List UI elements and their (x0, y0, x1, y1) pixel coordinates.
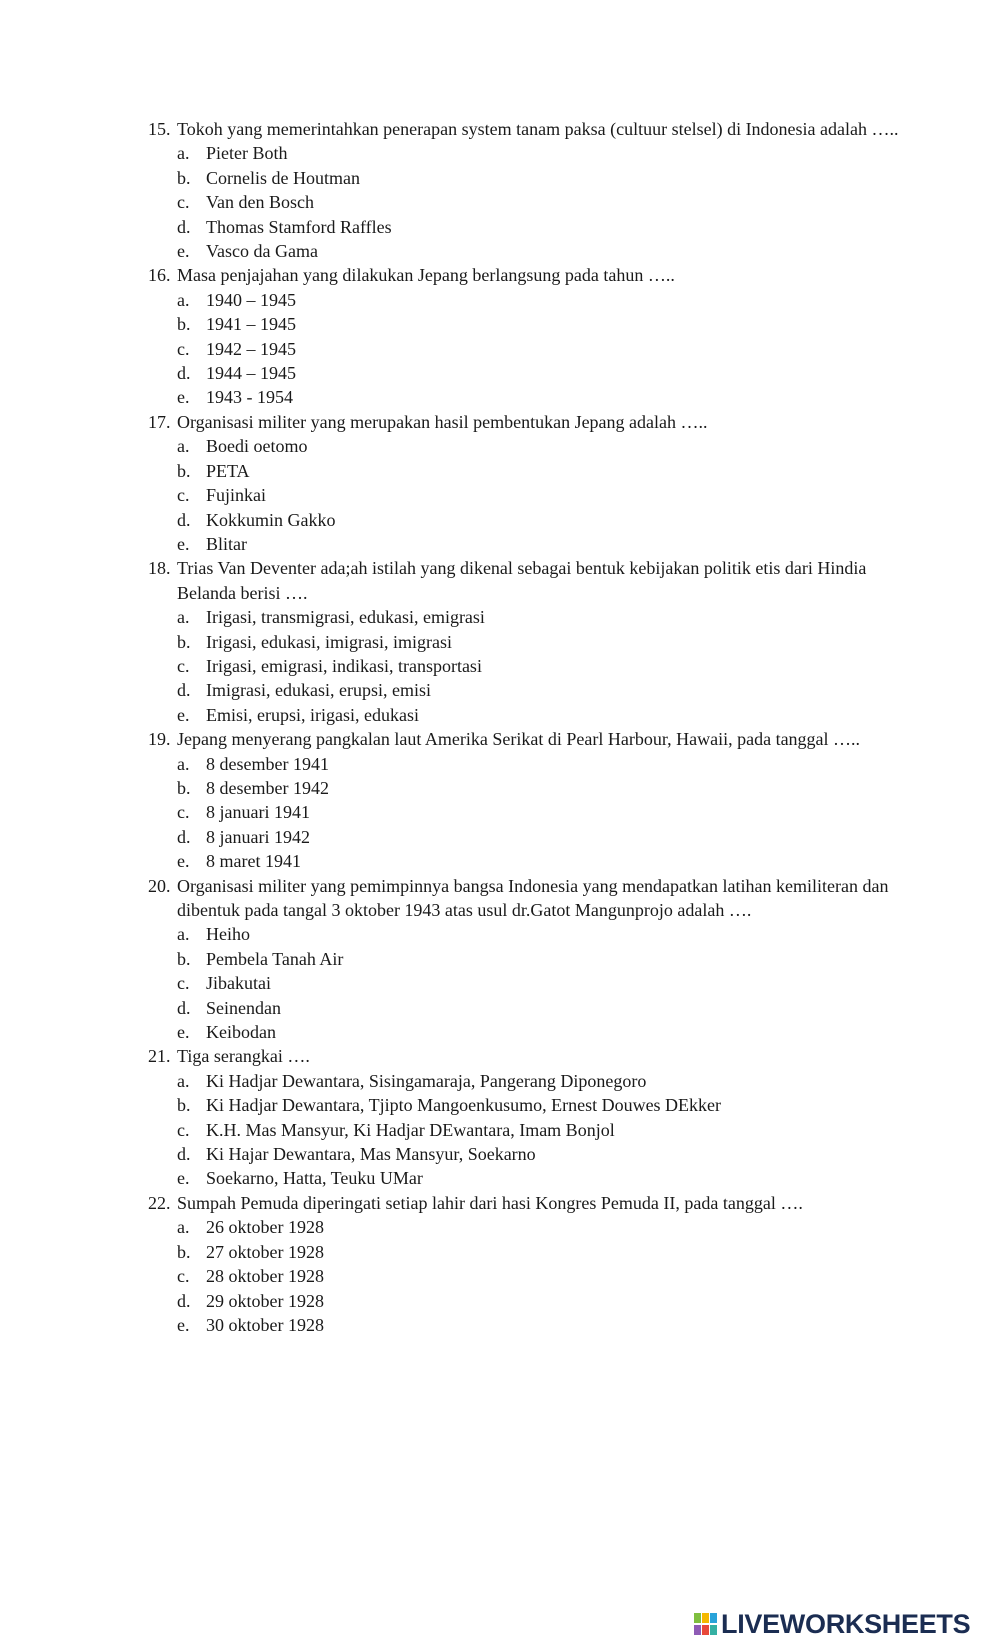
answer-option (177, 434, 908, 458)
option-letter: d. (177, 1144, 191, 1165)
option-text: Blitar (206, 533, 247, 554)
option-text: 8 maret 1941 (206, 851, 301, 872)
answer-option (177, 532, 908, 556)
answer-options (177, 141, 908, 263)
option-text: Vasco da Gama (206, 241, 318, 262)
question-text: Tokoh yang memerintahkan penerapan system tanam paksa (cultuur stelsel) di Indonesia adalah ….. (177, 119, 899, 139)
answer-option (177, 1093, 908, 1117)
option-text: Ki Hadjar Dewantara, Sisingamaraja, Pangerang Diponegoro (206, 1070, 647, 1091)
logo-block (710, 1613, 717, 1623)
option-letter: c. (177, 1266, 190, 1287)
question-body (177, 1191, 908, 1337)
answer-option (177, 459, 908, 483)
option-text: Van den Bosch (206, 192, 314, 213)
option-text: Boedi oetomo (206, 436, 308, 457)
question-text: Masa penjajahan yang dilakukan Jepang berlangsung pada tahun ….. (177, 265, 675, 286)
brand-name: LIVEWORKSHEETS (721, 1609, 971, 1639)
question-number: 20. (148, 875, 171, 896)
option-letter: b. (177, 777, 191, 798)
answer-options (177, 1069, 908, 1191)
answer-option (177, 483, 908, 507)
option-text: Heiho (206, 924, 250, 945)
option-letter: e. (177, 241, 190, 262)
logo-block (710, 1625, 717, 1635)
question-text: Organisasi militer yang pemimpinnya bangsa Indonesia yang mendapatkan latihan kemiliteran dan dibentuk pada tangal 3 oktober 1943 atas usul dr.Gatot Mangunprojo adalah …. (177, 875, 889, 920)
option-letter: d. (177, 1290, 191, 1311)
option-letter: d. (177, 997, 191, 1018)
answer-option (177, 215, 908, 239)
option-letter: e. (177, 1168, 190, 1189)
option-letter: d. (177, 216, 191, 237)
option-letter: b. (177, 167, 191, 188)
question-item (148, 1191, 908, 1337)
answer-option (177, 776, 908, 800)
option-letter: b. (177, 1095, 191, 1116)
option-text: Soekarno, Hatta, Teuku UMar (206, 1168, 423, 1189)
option-letter: a. (177, 1217, 190, 1238)
question-item (148, 263, 908, 409)
question-item (148, 556, 908, 727)
question-body (177, 727, 908, 873)
answer-option (177, 1118, 908, 1142)
answer-option (177, 800, 908, 824)
answer-option (177, 971, 908, 995)
answer-options (177, 288, 908, 410)
answer-option (177, 825, 908, 849)
option-letter: c. (177, 485, 190, 506)
answer-options (177, 752, 908, 874)
logo-block (694, 1613, 701, 1623)
answer-option (177, 1142, 908, 1166)
answer-option (177, 1289, 908, 1313)
option-text: Cornelis de Houtman (206, 167, 360, 188)
option-text: 27 oktober 1928 (206, 1241, 324, 1262)
answer-option (177, 190, 908, 214)
question-body (177, 874, 908, 1045)
question-number: 15. (148, 119, 171, 139)
question-item (148, 1044, 908, 1190)
option-letter: c. (177, 802, 190, 823)
option-text: 28 oktober 1928 (206, 1266, 324, 1287)
option-letter: b. (177, 631, 191, 652)
answer-option (177, 678, 908, 702)
question-number: 17. (148, 411, 171, 432)
question-number: 22. (148, 1192, 171, 1213)
question-body (177, 556, 908, 727)
question-list (148, 117, 908, 1337)
option-text: 8 januari 1941 (206, 802, 310, 823)
answer-option (177, 1215, 908, 1239)
option-text: 1943 - 1954 (206, 387, 293, 408)
option-text: Irigasi, edukasi, imigrasi, imigrasi (206, 631, 452, 652)
answer-option (177, 288, 908, 312)
option-letter: b. (177, 460, 191, 481)
option-letter: c. (177, 1119, 190, 1140)
question-text: Organisasi militer yang merupakan hasil pembentukan Jepang adalah ….. (177, 411, 708, 432)
answer-option (177, 1264, 908, 1288)
answer-option (177, 141, 908, 165)
answer-option (177, 166, 908, 190)
option-letter: d. (177, 509, 191, 530)
option-letter: c. (177, 192, 190, 213)
option-letter: a. (177, 436, 190, 457)
answer-option (177, 239, 908, 263)
option-letter: b. (177, 314, 191, 335)
question-number: 16. (148, 265, 171, 286)
option-text: Emisi, erupsi, irigasi, edukasi (206, 704, 419, 725)
option-letter: e. (177, 851, 190, 872)
option-letter: e. (177, 704, 190, 725)
option-text: Ki Hadjar Dewantara, Tjipto Mangoenkusumo, Ernest Douwes DEkker (206, 1095, 722, 1116)
option-letter: a. (177, 143, 190, 164)
option-letter: e. (177, 1314, 190, 1335)
option-letter: a. (177, 1070, 190, 1091)
question-body (177, 410, 908, 556)
option-text: K.H. Mas Mansyur, Ki Hadjar DEwantara, Imam Bonjol (206, 1119, 615, 1140)
option-text: Thomas Stamford Raffles (206, 216, 392, 237)
answer-option (177, 337, 908, 361)
option-text: Imigrasi, edukasi, erupsi, emisi (206, 680, 431, 701)
option-text: Pembela Tanah Air (206, 948, 344, 969)
option-letter: c. (177, 338, 190, 359)
option-text: PETA (206, 460, 250, 481)
option-letter: b. (177, 1241, 191, 1262)
question-text: Tiga serangkai …. (177, 1046, 310, 1067)
answer-option (177, 361, 908, 385)
option-letter: c. (177, 655, 190, 676)
option-text: Irigasi, transmigrasi, edukasi, emigrasi (206, 607, 485, 628)
option-letter: e. (177, 387, 190, 408)
option-text: 8 desember 1942 (206, 777, 329, 798)
option-text: Seinendan (206, 997, 281, 1018)
option-text: 1944 – 1945 (206, 363, 296, 384)
option-text: 8 desember 1941 (206, 753, 329, 774)
answer-option (177, 1166, 908, 1190)
option-text: Keibodan (206, 1022, 276, 1043)
answer-option (177, 1240, 908, 1264)
question-body (177, 263, 908, 409)
option-text: 1942 – 1945 (206, 338, 296, 359)
answer-option (177, 508, 908, 532)
answer-option (177, 703, 908, 727)
option-letter: e. (177, 1022, 190, 1043)
question-number: 18. (148, 558, 171, 579)
option-text: Kokkumin Gakko (206, 509, 336, 530)
answer-option (177, 1069, 908, 1093)
question-body (177, 1044, 908, 1190)
answer-option (177, 1020, 908, 1044)
option-text: 29 oktober 1928 (206, 1290, 324, 1311)
option-text: 30 oktober 1928 (206, 1314, 324, 1335)
answer-option (177, 996, 908, 1020)
answer-options (177, 605, 908, 727)
answer-option (177, 1313, 908, 1337)
option-text: 1940 – 1945 (206, 289, 296, 310)
answer-option (177, 605, 908, 629)
option-text: 8 januari 1942 (206, 826, 310, 847)
liveworksheets-branding (694, 1610, 970, 1638)
answer-options (177, 434, 908, 556)
answer-option (177, 654, 908, 678)
option-letter: b. (177, 948, 191, 969)
option-text: Ki Hajar Dewantara, Mas Mansyur, Soekarno (206, 1144, 536, 1165)
option-text: 26 oktober 1928 (206, 1217, 324, 1238)
answer-option (177, 947, 908, 971)
question-text: Jepang menyerang pangkalan laut Amerika Serikat di Pearl Harbour, Hawaii, pada tanggal ….. (177, 729, 861, 750)
option-letter: c. (177, 973, 190, 994)
option-letter: a. (177, 607, 190, 628)
question-body (177, 117, 908, 263)
answer-option (177, 312, 908, 336)
option-letter: d. (177, 363, 191, 384)
option-text: Irigasi, emigrasi, indikasi, transportasi (206, 655, 482, 676)
logo-block (702, 1625, 709, 1635)
answer-option (177, 630, 908, 654)
option-letter: e. (177, 533, 190, 554)
answer-option (177, 385, 908, 409)
option-text: Fujinkai (206, 485, 267, 506)
option-letter: a. (177, 753, 190, 774)
option-letter: d. (177, 680, 191, 701)
question-number: 19. (148, 729, 171, 750)
option-letter: a. (177, 924, 190, 945)
answer-option (177, 922, 908, 946)
question-text: Trias Van Deventer ada;ah istilah yang dikenal sebagai bentuk kebijakan politik etis dari Hindia Belanda berisi …. (177, 558, 867, 603)
option-text: Pieter Both (206, 143, 288, 164)
option-text: Jibakutai (206, 973, 271, 994)
question-text: Sumpah Pemuda diperingati setiap lahir dari hasi Kongres Pemuda II, pada tanggal …. (177, 1192, 803, 1213)
question-item (148, 410, 908, 556)
question-item (148, 727, 908, 873)
option-text: 1941 – 1945 (206, 314, 296, 335)
option-letter: d. (177, 826, 191, 847)
answer-options (177, 922, 908, 1044)
option-letter: a. (177, 289, 190, 310)
question-number: 21. (148, 1046, 171, 1067)
answer-options (177, 1215, 908, 1337)
liveworksheets-logo-icon (694, 1612, 718, 1636)
answer-option (177, 849, 908, 873)
question-item (148, 117, 908, 263)
answer-option (177, 752, 908, 776)
logo-block (694, 1625, 701, 1635)
question-item (148, 874, 908, 1045)
logo-block (702, 1613, 709, 1623)
